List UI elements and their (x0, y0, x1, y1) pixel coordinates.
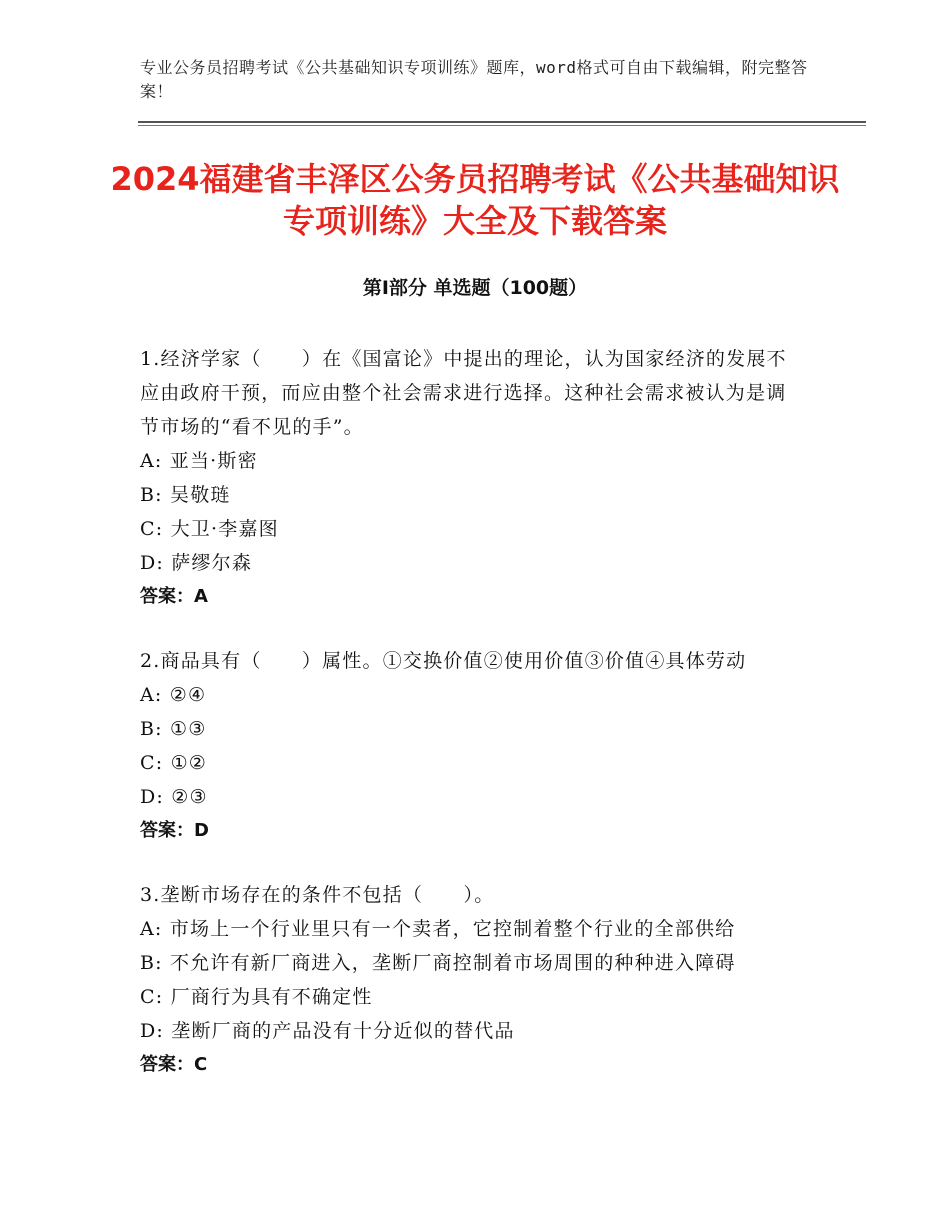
answer-line: 答案：C (140, 1054, 208, 1075)
option-b: B: ①③ (140, 718, 207, 740)
question-stem: 1.经济学家（ ）在《国富论》中提出的理论，认为国家经济的发展不应由政府干预，而应由整个社会需求进行选择。这种社会需求被认为是调节市场的“看不见的手”。 (140, 348, 787, 438)
question-1 (140, 342, 800, 614)
header-divider-thick (138, 121, 866, 123)
answer-line: 答案：A (140, 586, 208, 607)
header-divider-thin (138, 125, 866, 126)
question-3 (140, 878, 800, 1082)
section-title: 第Ⅰ部分 单选题（100题） (362, 277, 588, 299)
option-a: A: 市场上一个行业里只有一个卖者，它控制着整个行业的全部供给 (140, 918, 736, 940)
option-c: C: ①② (140, 752, 208, 774)
option-b: B: 吴敬琏 (140, 484, 231, 506)
question-2 (140, 644, 800, 848)
option-c: C: 厂商行为具有不确定性 (140, 986, 373, 1008)
option-c: C: 大卫·李嘉图 (140, 518, 279, 540)
header-note: 专业公务员招聘考试《公共基础知识专项训练》题库，word格式可自由下载编辑，附完整答案！ (140, 58, 808, 101)
option-a: A: ②④ (140, 684, 207, 706)
answer-line: 答案：D (140, 820, 209, 841)
question-list (140, 342, 800, 1112)
question-stem: 3.垄断市场存在的条件不包括（ ）。 (140, 884, 495, 906)
option-d: D: ②③ (140, 786, 208, 808)
option-b: B: 不允许有新厂商进入，垄断厂商控制着市场周围的种种进入障碍 (140, 952, 736, 974)
document-title: 2024福建省丰泽区公务员招聘考试《公共基础知识专项训练》大全及下载答案 (110, 160, 840, 240)
option-a: A: 亚当·斯密 (140, 450, 258, 472)
question-stem: 2.商品具有（ ）属性。①交换价值②使用价值③价值④具体劳动 (140, 650, 747, 672)
option-d: D: 萨缪尔森 (140, 552, 253, 574)
option-d: D: 垄断厂商的产品没有十分近似的替代品 (140, 1020, 515, 1042)
